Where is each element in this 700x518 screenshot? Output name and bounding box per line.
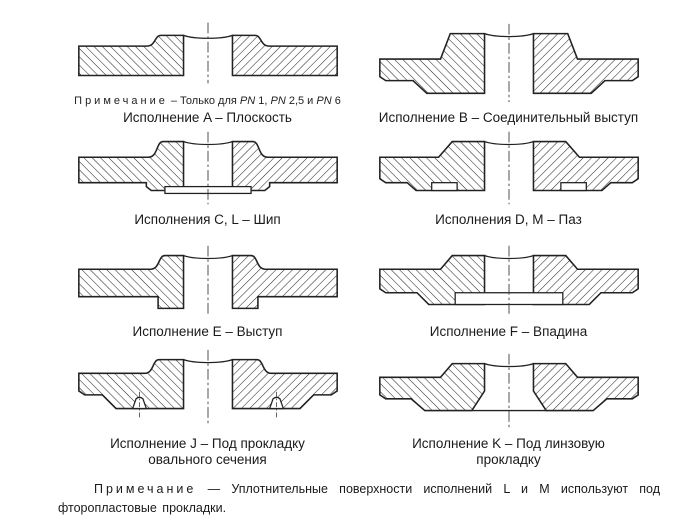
- flange-section-a-drawing: [71, 14, 345, 90]
- flange-right-half: [232, 35, 337, 75]
- flange-section-c-drawing: [71, 127, 345, 209]
- caption-execution-f: Исполнение F – Впадина: [429, 324, 588, 340]
- flange-left-half: [379, 364, 484, 411]
- caption-execution-j: Исполнение J – Под прокладку овального сечения: [110, 436, 305, 468]
- footnote-text: — Уплотнительные поверхности исполнений L и M используют под фторопластовые прокладки.: [58, 482, 661, 515]
- groove-profile-right: [560, 183, 585, 191]
- groove-profile-left: [431, 183, 456, 191]
- flange-section-j-drawing: [71, 345, 345, 433]
- flange-left-half: [78, 256, 183, 309]
- caption-execution-k: Исполнение K – Под линзовую прокладку: [412, 436, 605, 468]
- caption-execution-d-m: Исполнения D, M – Паз: [435, 212, 582, 228]
- flange-left-half: [379, 34, 484, 94]
- caption-execution-a: Исполнение A – Плоскость: [123, 110, 292, 126]
- caption-execution-c-l: Исполнения C, L – Шип: [134, 212, 281, 228]
- figure-execution-b: [357, 6, 684, 126]
- flange-section-d-drawing: [372, 127, 646, 209]
- figure-execution-j: [30, 340, 357, 468]
- flange-section-b-drawing: [372, 19, 646, 107]
- figure-execution-k: [357, 340, 684, 468]
- footnote-label: Примечание: [94, 482, 197, 496]
- figure-execution-d-m: [357, 126, 684, 228]
- flange-right-half: [533, 34, 638, 94]
- figure-execution-e: [30, 228, 357, 340]
- flange-right-half: [232, 142, 337, 191]
- flange-right-half: [232, 360, 337, 409]
- flange-right-half: [533, 364, 638, 411]
- flange-left-half: [78, 360, 183, 409]
- footnote: [58, 480, 660, 518]
- flange-section-e-drawing: [71, 241, 345, 321]
- note-label: Примечание: [74, 95, 168, 108]
- flange-left-half: [78, 142, 183, 191]
- figure-execution-c-l: [30, 126, 357, 228]
- flange-section-f-drawing: [372, 241, 646, 321]
- figure-execution-a: [30, 6, 357, 126]
- caption-execution-e: Исполнение E – Выступ: [132, 324, 283, 340]
- flange-left-half: [78, 35, 183, 75]
- caption-execution-b: Исполнение B – Соединительный выступ: [378, 110, 639, 126]
- flange-right-half: [232, 256, 337, 309]
- note-pn-limitation: Примечание – Только для PN 1, PN 2,5 и PN 6: [74, 95, 341, 108]
- flange-types-grid: [30, 6, 684, 468]
- flange-section-k-drawing: [372, 349, 646, 433]
- figure-execution-f: [357, 228, 684, 340]
